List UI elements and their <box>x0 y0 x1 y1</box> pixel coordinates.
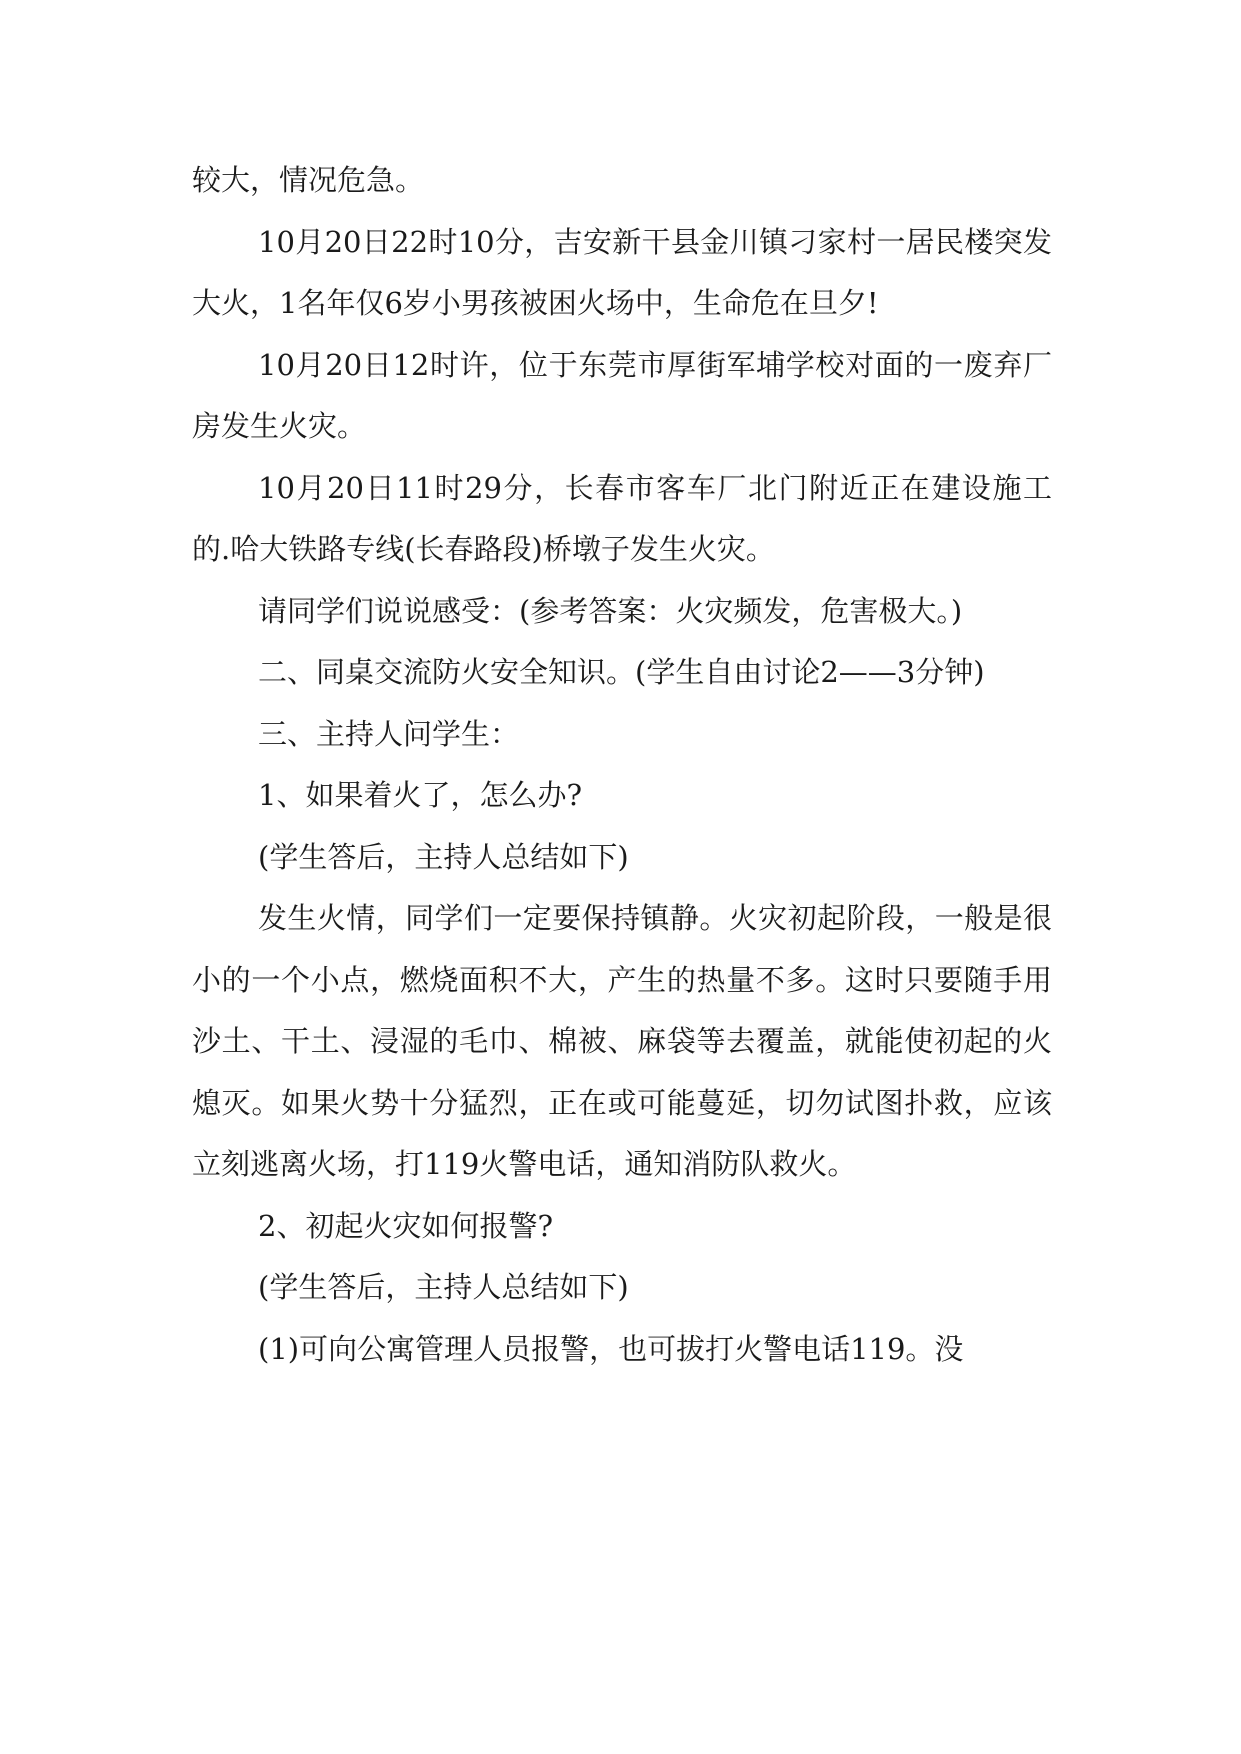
paragraph-student-feelings: 请同学们说说感受：(参考答案：火灾频发，危害极大。) <box>258 593 963 628</box>
summary-note-two: (学生答后，主持人总结如下) <box>258 1270 629 1304</box>
answer-two-item-one: (1)可向公寓管理人员报警，也可拔打火警电话119。没 <box>258 1331 964 1366</box>
paragraph-fire-event-jian: 10月20日22时10分，吉安新干县金川镇刁家村一居民楼突发大火，1名年仅6岁小男孩被困火场中，生命危在旦夕! <box>192 224 1052 320</box>
section-heading-two: 二、同桌交流防火安全知识。(学生自由讨论2——3分钟) <box>258 655 985 689</box>
paragraph-fire-event-changchun: 10月20日11时29分，长春市客车厂北门附近正在建设施工的.哈大铁路专线(长春路段)桥墩子发生火灾。 <box>192 470 1052 566</box>
answer-one: 发生火情，同学们一定要保持镇静。火灾初起阶段，一般是很小的一个小点，燃烧面积不大，产生的热量不多。这时只要随手用沙土、干土、浸湿的毛巾、棉被、麻袋等去覆盖，就能使初起的火熄灭。如果火势十分猛烈，正在或可能蔓延，切勿试图扑救，应该立刻逃离火场，打119火警电话，通知消防队救火。 <box>192 901 1052 1181</box>
paragraph-continuation: 较大，情况危急。 <box>192 163 425 197</box>
paragraph-fire-event-dongguan: 10月20日12时许，位于东莞市厚街军埔学校对面的一废弃厂房发生火灾。 <box>192 347 1052 443</box>
summary-note-one: (学生答后，主持人总结如下) <box>258 839 629 874</box>
document-page <box>192 150 1052 1380</box>
question-two: 2、初起火灾如何报警? <box>258 1208 553 1243</box>
section-heading-three: 三、主持人问学生： <box>258 716 520 751</box>
question-one: 1、如果着火了，怎么办? <box>258 778 582 812</box>
